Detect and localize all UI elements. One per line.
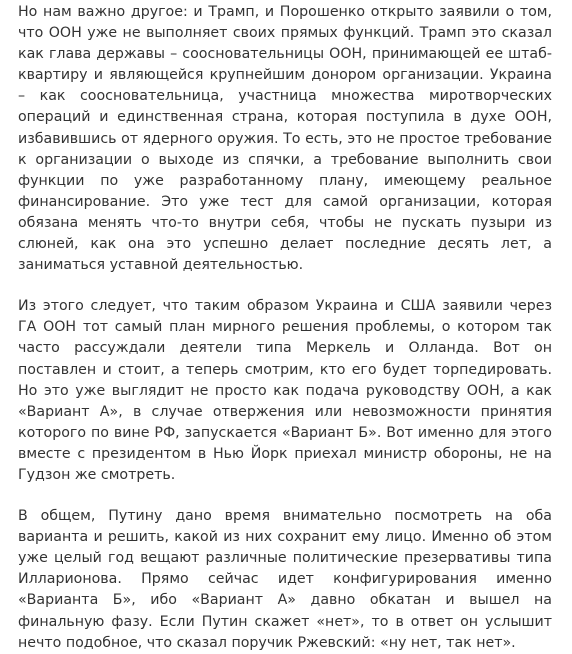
article-paragraph-3: В общем, Путину дано время внимательно посмотреть на оба варианта и решить, какой из них сохранит ему лицо. Именно об этом уже целый год вещают различные политические презервативы типа Илларионова. Прямо сейчас идет конфигурирования именно «Варианта Б», ибо «Вариант А» давно обкатан и вышел на финальную фазу. Если Путин скажет «нет», то в ответ он услышит нечто подобное, что сказал поручик Ржевский: «ну нет, так нет».	[18, 508, 552, 651]
article-paragraph-1: Но нам важно другое: и Трамп, и Порошенко открыто заявили о том, что ООН уже не выполняет своих прямых функций. Трамп это сказал как глава державы – соосновательницы ООН, принимающей ее штаб-квартиру и являющейся крупнейшим донором организации. Украина – как соосновательница, участница множества миротворческих операций и единственная страна, которая поступила в духе ООН, избавившись от ядерного оружия. То есть, это не простое требование к организации о выходе из спячки, а требование выполнить свои функции по уже разработанному плану, имеющему реальное финансирование. Это уже тест для самой организации, которая обязана менять что-то внутри себя, чтобы не пускать пузыри из слюней, как она это успешно делает последние десять лет, а заниматься уставной деятельностью.	[18, 4, 552, 274]
article-paragraph-2: Из этого следует, что таким образом Украина и США заявили через ГА ООН тот самый план мирного решения проблемы, о котором так часто рассуждали деятели типа Меркель и Олланда. Вот он поставлен и стоит, а теперь смотрим, кто его будет торпедировать. Но это уже выглядит не просто как подача руководству ООН, а как «Вариант А», в случае отвержения или невозможности принятия которого по вине РФ, запускается «Вариант Б». Вот именно для этого вместе с президентом в Нью Йорк приехал министр обороны, не на Гудзон же смотреть.	[18, 298, 552, 483]
